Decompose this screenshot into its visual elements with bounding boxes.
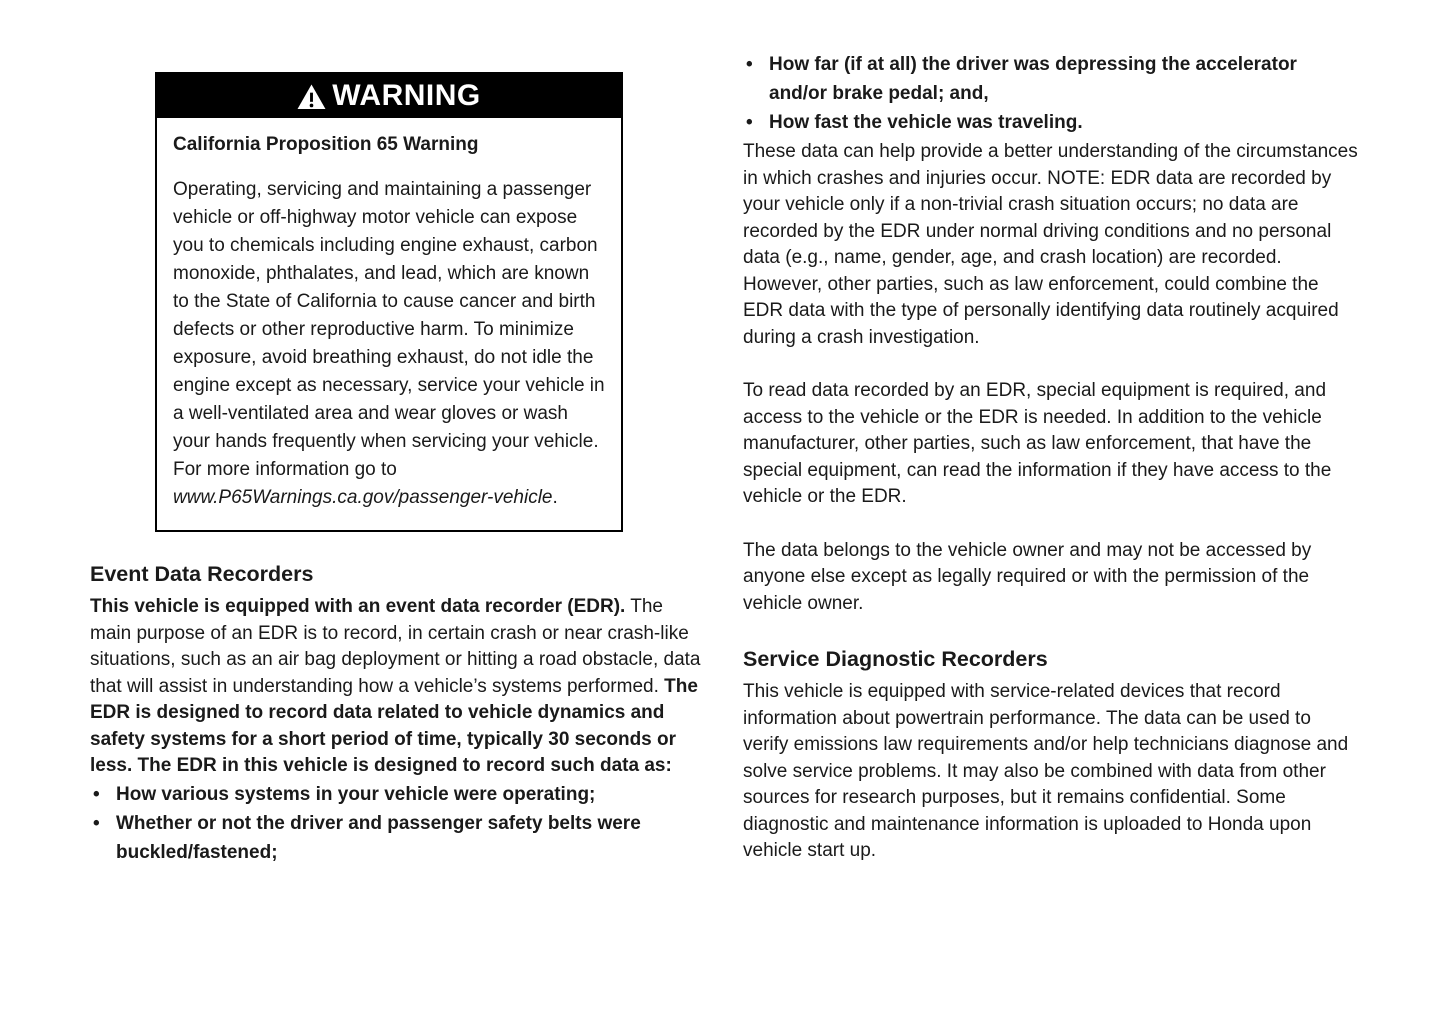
edr-heading: Event Data Recorders	[90, 562, 314, 586]
edr-body-regular: The main purpose of an EDR is to record, in certain crash or near crash-like situations, such as an air bag deployment or hitting a road obstacle, data that will assist in understanding how a vehicle’s systems performed.	[90, 596, 701, 697]
edr-paragraph-2: To read data recorded by an EDR, special equipment is required, and access to the vehicle or the EDR is needed. In addition to the vehicle manufacturer, other parties, such as law enforcement, that have the special equipment, can read the information if they have access to the vehicle or the EDR.	[743, 380, 1332, 507]
warning-body-text: Operating, servicing and maintaining a passenger vehicle or off-highway motor vehicle can expose you to chemicals including engine exhaust, carbon monoxide, phthalates, and lead, which are known to the State of California to cause cancer and birth defects or other reproductive harm. To minimize exposure, avoid breathing exhaust, do not idle the engine except as necessary, service your vehicle in a well-ventilated area and wear gloves or wash your hands frequently when servicing your vehicle. For more information go to	[173, 179, 605, 480]
warning-body-period: .	[552, 487, 558, 508]
warning-box	[155, 72, 623, 532]
edr-lead-bold: This vehicle is equipped with an event data recorder (EDR).	[90, 596, 626, 617]
warning-header	[157, 74, 621, 118]
warning-link: www.P65Warnings.ca.gov/passenger-vehicle	[173, 487, 553, 508]
bullet-item: • Whether or not the driver and passenger safety belts were buckled/fastened;	[90, 809, 706, 867]
left-column	[90, 50, 706, 867]
bullet-item: • How far (if at all) the driver was depressing the accelerator and/or brake pedal; and,	[743, 50, 1359, 108]
edr-intro-paragraph	[90, 594, 706, 780]
edr-bullet-list-left	[90, 780, 706, 867]
sdr-heading: Service Diagnostic Recorders	[743, 647, 1048, 671]
edr-paragraph-1: These data can help provide a better understanding of the circumstances in which crashes and injuries occur. NOTE: EDR data are recorded by your vehicle only if a non-trivial crash situation occurs; no data are recorded by the EDR under normal driving conditions and no personal data (e.g., name, gender, age, and crash location) are recorded. However, other parties, such as law enforcement, could combine the EDR data with the type of personally identifying data routinely acquired during a crash investigation.	[743, 141, 1358, 348]
warning-title: California Proposition 65 Warning	[173, 134, 479, 155]
warning-header-label: WARNING	[332, 79, 481, 112]
sdr-paragraph: This vehicle is equipped with service-related devices that record information about powertrain performance. The data can be used to verify emissions law requirements and/or help technicians diagnose and solve service problems. It may also be combined with data from other sources for research purposes, but it remains confidential. Some diagnostic and maintenance information is uploaded to Honda upon vehicle start up.	[743, 681, 1349, 861]
right-column	[743, 50, 1359, 867]
edr-body-bold: The EDR is designed to record data related to vehicle dynamics and safety systems for a short period of time, typically 30 seconds or less. The EDR in this vehicle is designed to record such data as:	[90, 675, 698, 776]
edr-paragraph-3: The data belongs to the vehicle owner and may not be accessed by anyone else except as legally required or with the permission of the vehicle owner.	[743, 539, 1312, 614]
warning-content	[157, 118, 621, 530]
bullet-item: • How fast the vehicle was traveling.	[743, 108, 1359, 137]
warning-body	[173, 176, 605, 512]
warning-triangle-icon	[297, 84, 326, 110]
bullet-item: • How various systems in your vehicle were operating;	[90, 780, 706, 809]
edr-bullet-list-right	[743, 50, 1359, 137]
